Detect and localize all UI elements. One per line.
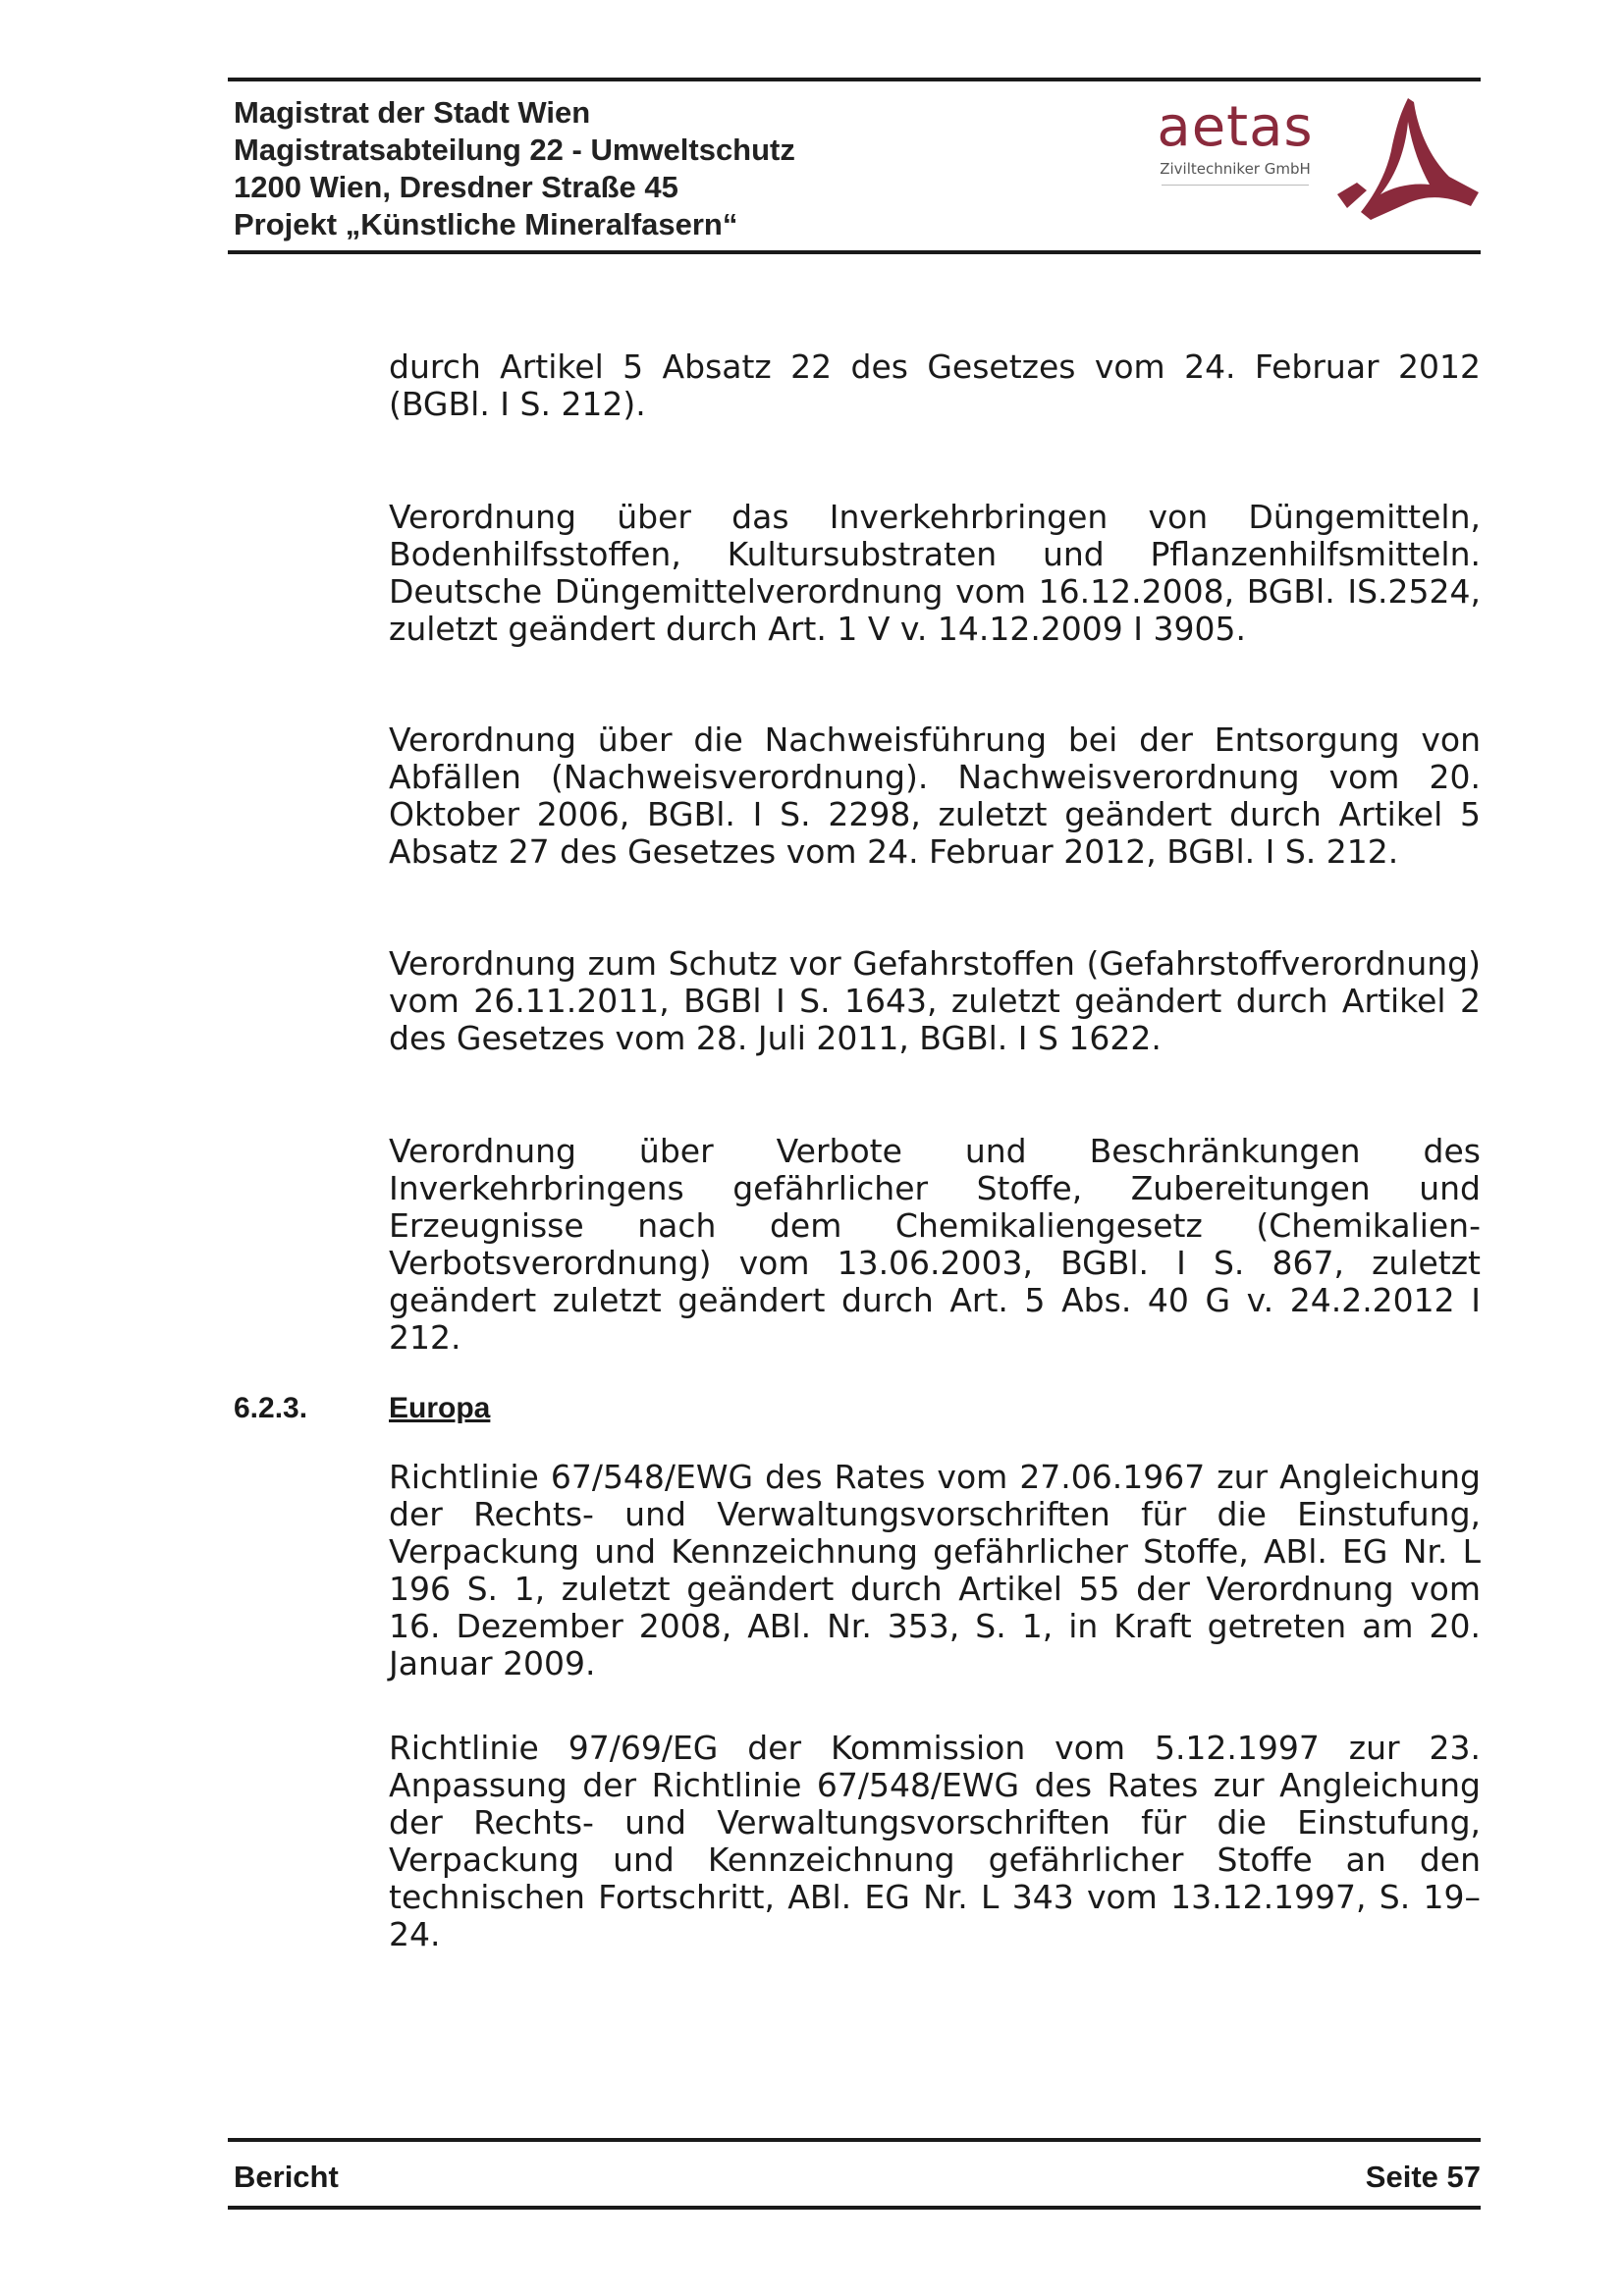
header-bottom-rule [228, 250, 1481, 254]
section-paragraph-2: Richtlinie 97/69/EG der Kommission vom 5.12.1997 zur 23. Anpassung der Richtlinie 67/548/EWG des Rates zur Angleichung der Rechts- und Verwaltungsvorschriften für die Einstufung, Verpackung und Kennzeichnung gefährlicher Stoffe an den technischen Fortschritt, ABl. EG Nr. L 343 vom 13.12.1997, S. 19–24. [389, 1729, 1481, 1953]
logo-wordmark [1157, 95, 1314, 186]
header-line-department: Magistratsabteilung 22 - Umweltschutz [234, 133, 795, 167]
footer-page-number: Seite 57 [1365, 2160, 1481, 2194]
paragraph-2: Verordnung über das Inverkehrbringen von Düngemitteln, Bodenhilfsstoffen, Kultursubstraten und Pflanzenhilfsmitteln. Deutsche Düngemittelverordnung vom 16.12.2008, BGBl. IS.2524, zuletzt geändert durch Art. 1 V v. 14.12.2009 I 3905. [389, 498, 1481, 648]
section-number: 6.2.3. [234, 1392, 308, 1424]
footer-top-rule [228, 2138, 1481, 2142]
paragraph-4: Verordnung zum Schutz vor Gefahrstoffen (Gefahrstoffverordnung) vom 26.11.2011, BGBl I S. 1643, zuletzt geändert durch Artikel 2 des Gesetzes vom 28. Juli 2011, BGBl. I S 1622. [389, 944, 1481, 1057]
footer-bottom-rule [228, 2206, 1481, 2210]
logo-underline [1162, 185, 1309, 186]
logo-triangle-icon [1335, 96, 1481, 222]
header-line-project: Projekt „Künstliche Mineralfasern“ [234, 207, 738, 241]
header-line-address: 1200 Wien, Dresdner Straße 45 [234, 170, 678, 204]
paragraph-5: Verordnung über Verbote und Beschränkungen des Inverkehrbringens gefährlicher Stoffe, Zubereitungen und Erzeugnisse nach dem Chemikaliengesetz (Chemikalien-Verbotsverordnung) vom 13.06.2003, BGBl. I S. 867, zuletzt geändert zuletzt geändert durch Art. 5 Abs. 40 G v. 24.2.2012 I 212. [389, 1132, 1481, 1357]
logo-name: aetas [1157, 95, 1314, 159]
paragraph-1: durch Artikel 5 Absatz 22 des Gesetzes vom 24. Februar 2012 (BGBl. I S. 212). [389, 347, 1481, 423]
header-address-block [234, 94, 795, 243]
logo-subtitle: Ziviltechniker GmbH [1160, 160, 1311, 178]
header-top-rule [228, 78, 1481, 81]
paragraph-3: Verordnung über die Nachweisführung bei der Entsorgung von Abfällen (Nachweisverordnung). Nachweisverordnung vom 20. Oktober 2006, BGBl. I S. 2298, zuletzt geändert durch Artikel 5 Absatz 27 des Gesetzes vom 24. Februar 2012, BGBl. I S. 212. [389, 721, 1481, 871]
header-line-organization: Magistrat der Stadt Wien [234, 95, 591, 130]
footer-report-label: Bericht [234, 2160, 339, 2194]
section-paragraph-1: Richtlinie 67/548/EWG des Rates vom 27.06.1967 zur Angleichung der Rechts- und Verwaltungsvorschriften für die Einstufung, Verpackung und Kennzeichnung gefährlicher Stoffe, ABl. EG Nr. L 196 S. 1, zuletzt geändert durch Artikel 55 der Verordnung vom 16. Dezember 2008, ABl. Nr. 353, S. 1, in Kraft getreten am 20. Januar 2009. [389, 1458, 1481, 1682]
section-title: Europa [389, 1392, 491, 1424]
